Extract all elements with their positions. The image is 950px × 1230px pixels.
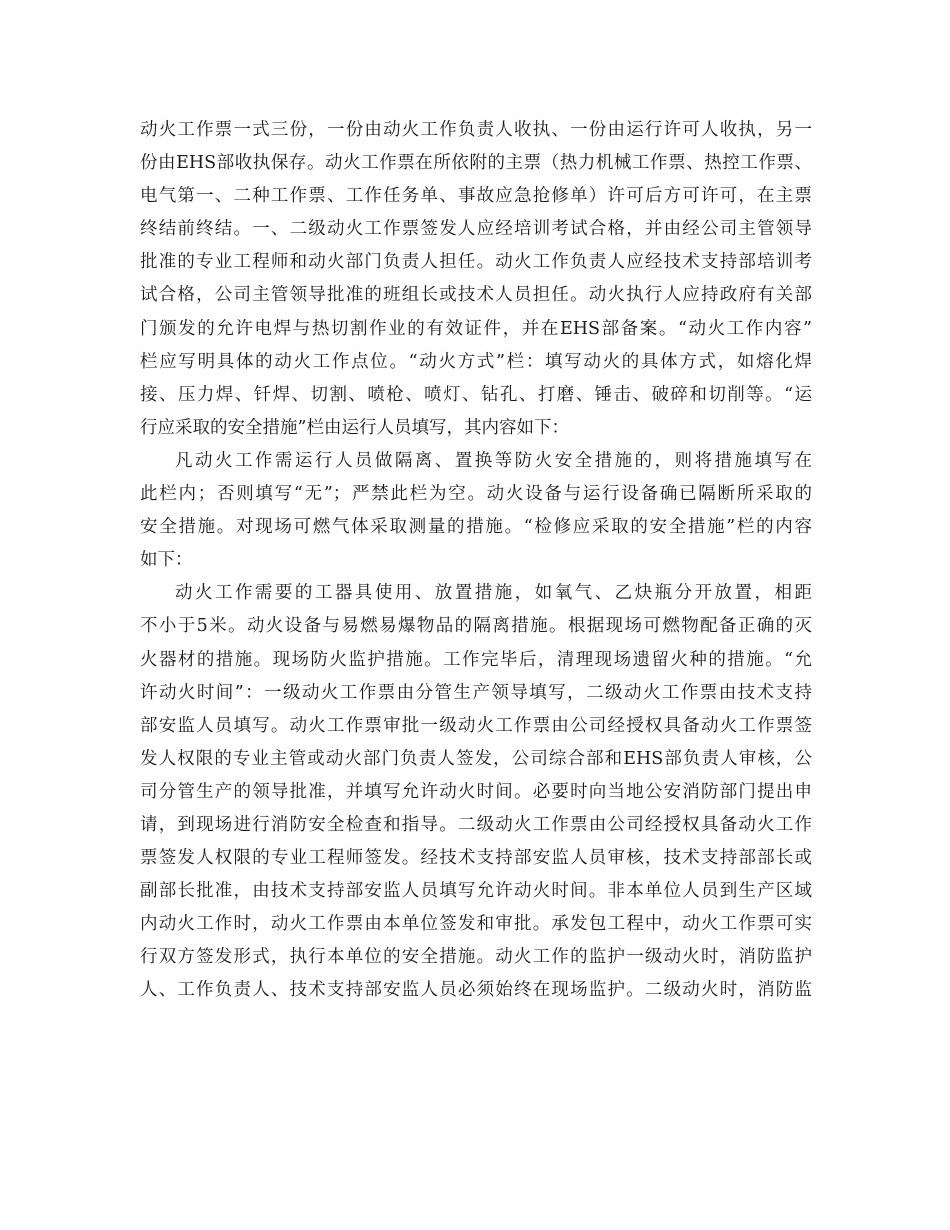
text-line: 安全措施。对现场可燃气体采取测量的措施。“检修应采取的安全措施”栏的内容 (140, 517, 812, 538)
text-line: 栏应写明具体的动火工作点位。“动火方式”栏：填写动火的具体方式，如熔化焊 (140, 351, 812, 372)
document-page (140, 114, 812, 1008)
text-line: 此栏内；否则填写“无”；严禁此栏为空。动火设备与运行设备确已隔断所采取的 (140, 484, 812, 505)
text-line: 副部长批准，由技术支持部安监人员填写允许动火时间。非本单位人员到生产区域 (140, 881, 812, 902)
paragraph-2 (140, 445, 812, 577)
text-line: 内动火工作时，动火工作票由本单位签发和审批。承发包工程中，动火工作票可实 (140, 914, 812, 935)
paragraph-3 (140, 577, 812, 1007)
text-line: 动火工作需要的工器具使用、放置措施，如氧气、乙炔瓶分开放置，相距 (175, 583, 812, 604)
text-line: 行应采取的安全措施”栏由运行人员填写，其内容如下： (140, 417, 569, 438)
text-line: 许动火时间”：一级动火工作票由分管生产领导填写，二级动火工作票由技术支持 (140, 682, 812, 703)
paragraph-1 (140, 114, 812, 445)
text-line: 接、压力焊、钎焊、切割、喷枪、喷灯、钻孔、打磨、锤击、破碎和切削等。“运 (140, 384, 812, 405)
text-line: 发人权限的专业主管或动火部门负责人签发，公司综合部和EHS部负责人审核，公 (140, 748, 812, 769)
text-line: 行双方签发形式，执行本单位的安全措施。动火工作的监护一级动火时，消防监护 (140, 947, 812, 968)
text-line: 司分管生产的领导批准，并填写允许动火时间。必要时向当地公安消防部门提出申 (140, 781, 812, 802)
text-line: 请，到现场进行消防安全检查和指导。二级动火工作票由公司经授权具备动火工作 (140, 814, 812, 835)
text-line: 凡动火工作需运行人员做隔离、置换等防火安全措施的，则将措施填写在 (175, 450, 812, 471)
text-line: 批准的专业工程师和动火部门负责人担任。动火工作负责人应经技术支持部培训考 (140, 252, 812, 273)
text-line: 终结前终结。一、二级动火工作票签发人应经培训考试合格，并由经公司主管领导 (140, 219, 812, 240)
text-line: 份由EHS部收执保存。动火工作票在所依附的主票（热力机械工作票、热控工作票、 (140, 153, 812, 174)
text-line: 试合格，公司主管领导批准的班组长或技术人员担任。动火执行人应持政府有关部 (140, 285, 812, 306)
text-line: 门颁发的允许电焊与热切割作业的有效证件，并在EHS部备案。“动火工作内容” (140, 318, 812, 339)
text-line: 不小于5米。动火设备与易燃易爆物品的隔离措施。根据现场可燃物配备正确的灭 (140, 616, 812, 637)
text-line: 动火工作票一式三份，一份由动火工作负责人收执、一份由运行许可人收执，另一 (140, 120, 812, 140)
text-line: 人、工作负责人、技术支持部安监人员必须始终在现场监护。二级动火时，消防监 (140, 980, 812, 1001)
text-line: 如下： (140, 550, 193, 571)
text-line: 票签发人权限的专业工程师签发。经技术支持部安监人员审核，技术支持部部长或 (140, 848, 812, 869)
text-line: 火器材的措施。现场防火监护措施。工作完毕后，清理现场遗留火种的措施。“允 (140, 649, 812, 670)
text-line: 部安监人员填写。动火工作票审批一级动火工作票由公司经授权具备动火工作票签 (140, 715, 812, 736)
text-line: 电气第一、二种工作票、工作任务单、事故应急抢修单）许可后方可许可，在主票 (140, 186, 812, 207)
